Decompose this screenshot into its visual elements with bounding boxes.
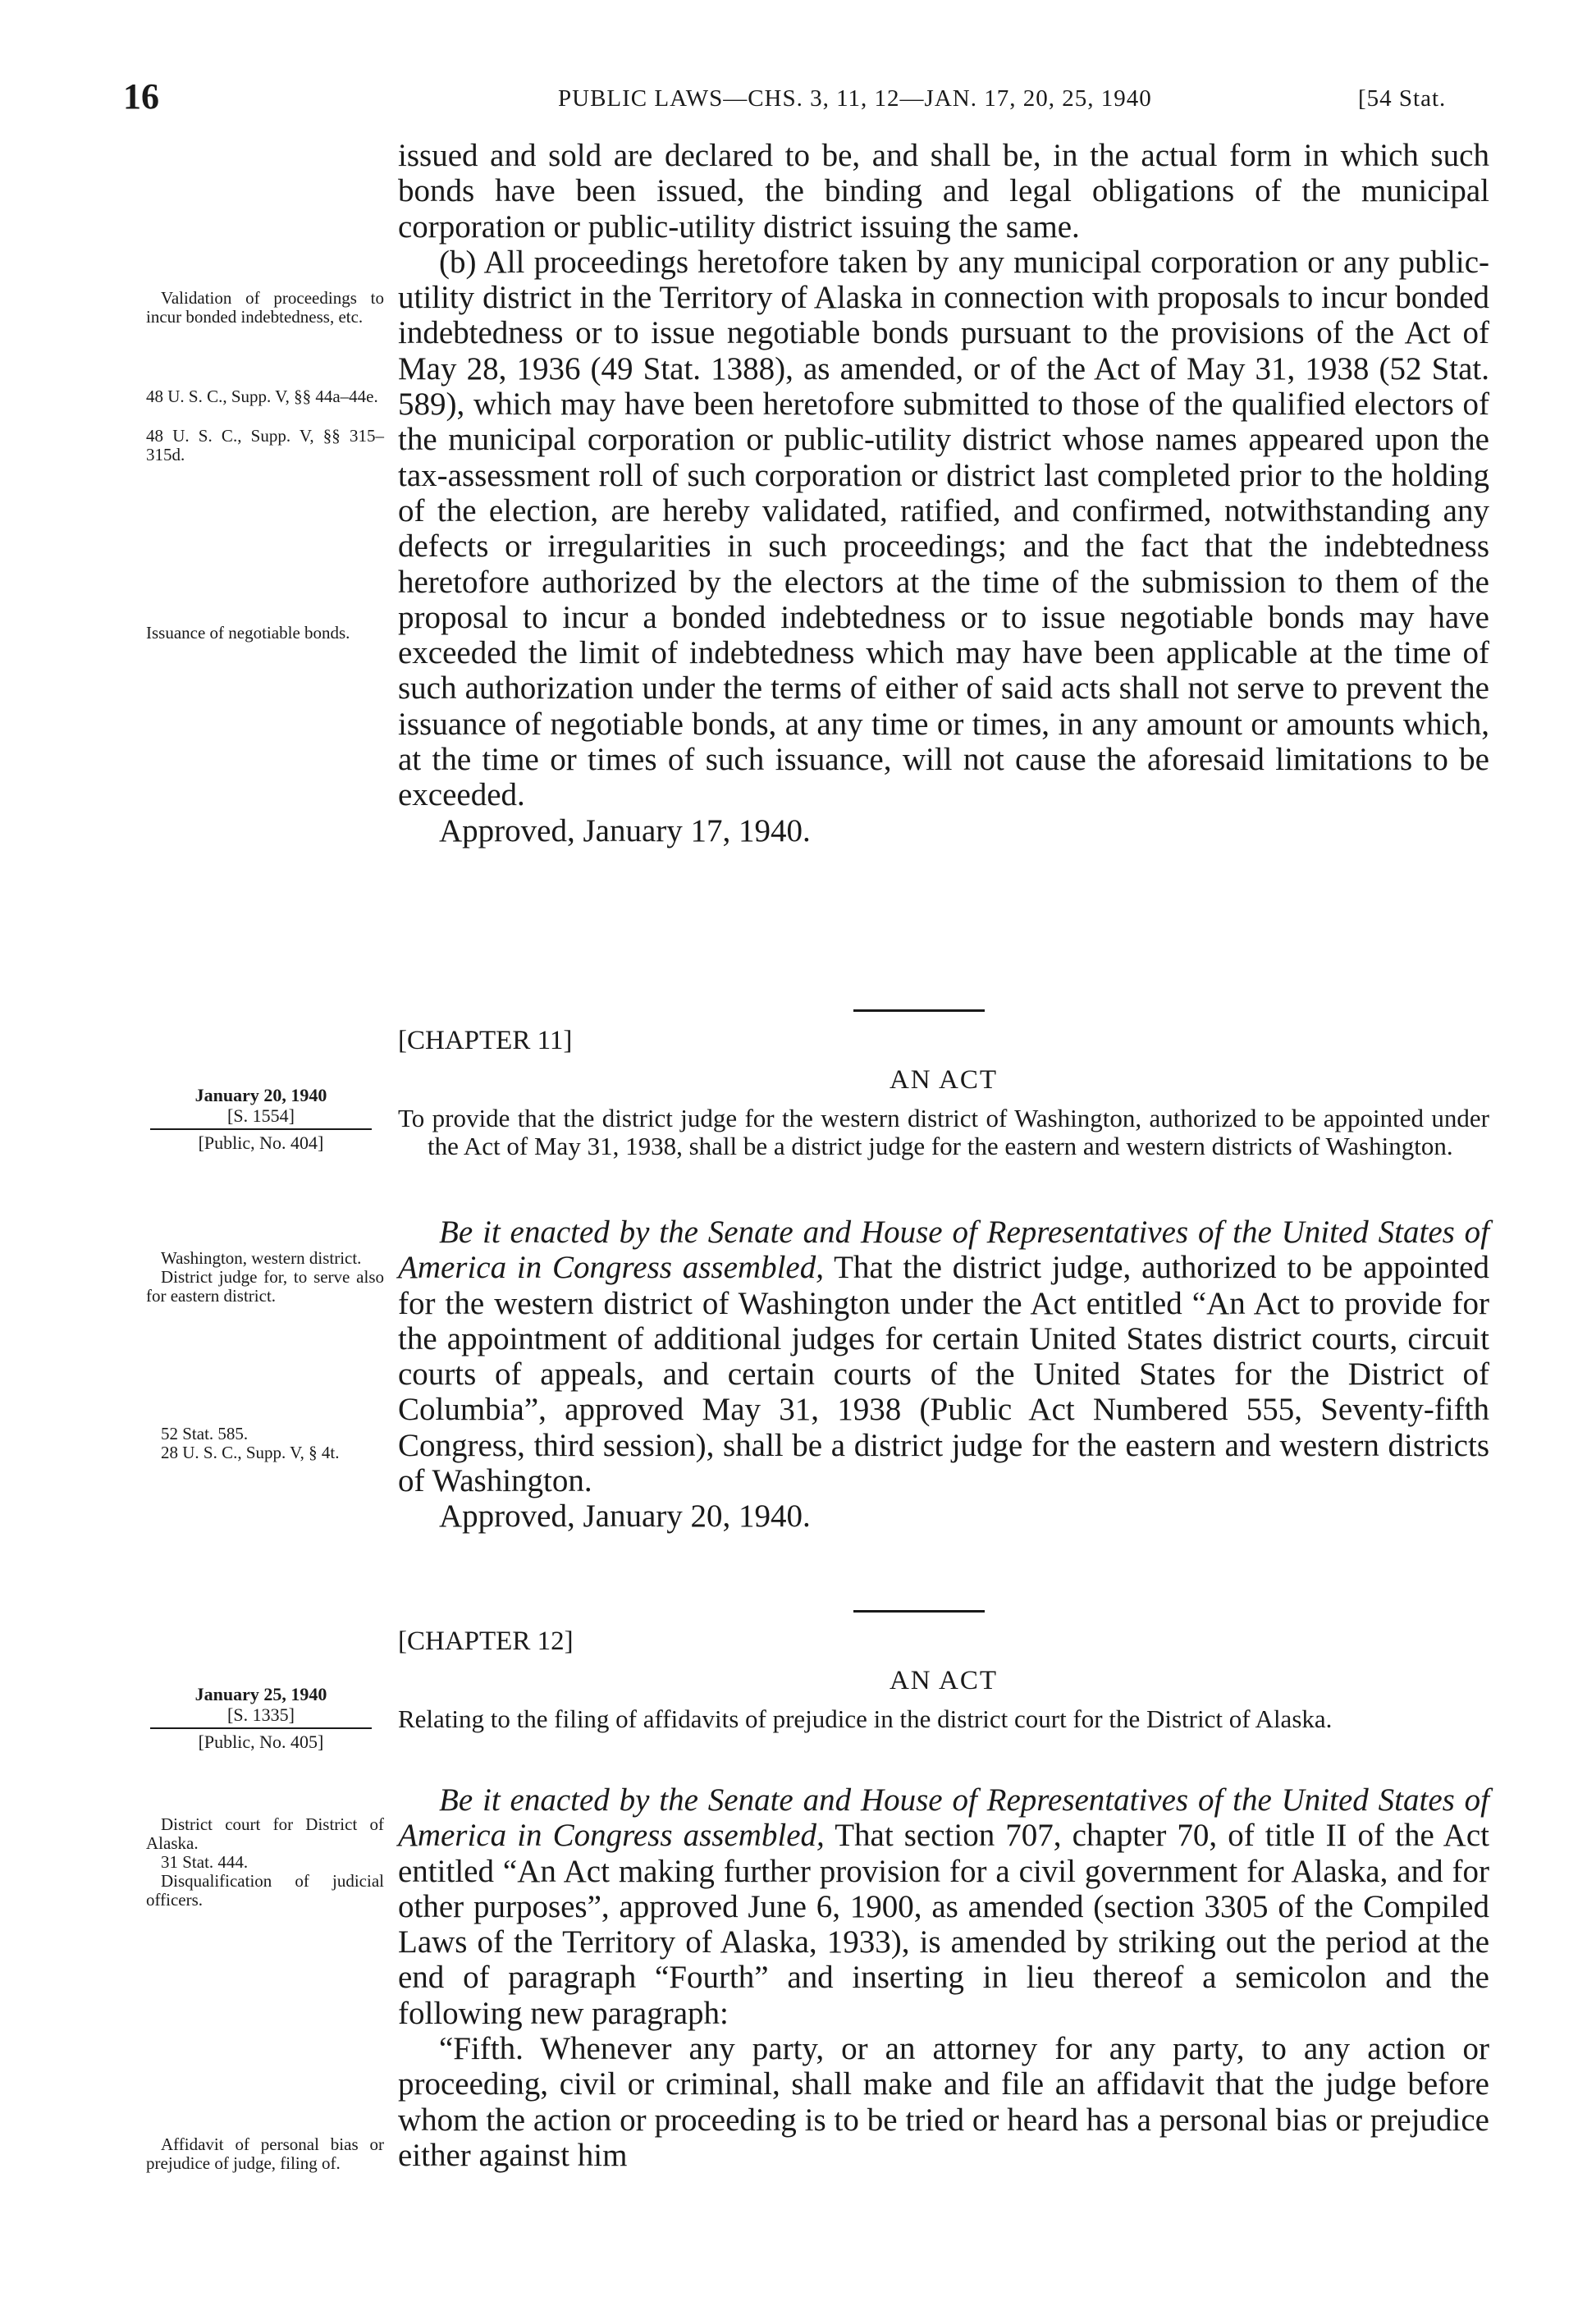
chapter-12-text [398,1782,1489,2173]
approved-jan-20: Approved, January 20, 1940. [439,1498,811,1535]
separator-rule-2 [853,1610,985,1613]
page-number: 16 [123,76,159,117]
chapter-11-enacting-clause: Be it enacted by the Senate and House of Representatives of the United States of America in Congress assembled, [398,1215,1489,1286]
chapter-12-purpose: Relating to the filing of affidavits of prejudice in the district court for the District of Alaska. [398,1704,1333,1733]
chapter-12-public-law: [Public, No. 405] [198,1732,324,1752]
margin-note-validation: Validation of proceedings to incur bonded indebtedness, etc. [146,288,384,327]
chapter-11-text [398,1215,1489,1535]
statute-reference: [54 Stat. [1358,85,1447,112]
separator-rule [853,1009,985,1012]
section-1-text [398,138,1489,849]
margin-note-issuance: Issuance of negotiable bonds. [146,623,350,643]
margin-note-district-court: District court for District of Alaska. 31 Stat. 444. Disqualification of judicial officers. [146,1814,384,1910]
margin-note-usc-2: 48 U. S. C., Supp. V, §§ 315–315d. [146,426,384,464]
chapter-11-date: January 20, 1940 [194,1085,327,1105]
margin-note-washington: Washington, western district. District judge for, to serve also for eastern district. [146,1248,384,1306]
chapter-11-date-rule [150,1128,372,1130]
margin-note-affidavit: Affidavit of personal bias or prejudice of judge, filing of. [146,2134,384,2173]
chapter-12-act-heading: AN ACT [889,1666,999,1695]
chapter-12-enacting-clause: Be it enacted by the Senate and House of Representatives of the United States of America in Congress assembled, [398,1782,1489,1854]
chapter-11-act-heading: AN ACT [889,1065,999,1095]
running-title: PUBLIC LAWS—CHS. 3, 11, 12—JAN. 17, 20, 25, 1940 [558,85,1152,112]
chapter-12-date: January 25, 1940 [194,1684,327,1704]
chapter-12-date-rule [150,1727,372,1729]
paragraph-b: (b) All proceedings heretofore taken by any municipal corporation or any public-utility district in the Territory of Alaska in connection with proposals to incur bonded indebtedness or to issue negotiable bonds pursuant to the provisions of the Act of May 28, 1936 (49 Stat. 1388), as amended, or of the Act of May 31, 1938 (52 Stat. 589), which may have been heretofore submitted to those of the qualified electors of the municipal corporation or public-utility district whose names appeared upon the tax-assessment roll of such corporation or district last completed prior to the holding of the election, are hereby validated, ratified, and confirmed, notwithstanding any defects or irregularities in such proceedings; and the fact that the indebtedness heretofore authorized by the electors at the time of the submission to them of the proposal to incur a bonded indebtedness or to issue negotiable bonds may have exceeded the limit of indebtedness which may have been applicable at the time of such authorization under the terms of either of said acts shall not serve to prevent the issuance of negotiable bonds, at any time or times, in any amount or amounts which, at the time or times of such issuance, will not cause the aforesaid limitations to be exceeded. [398,244,1489,813]
chapter-12-body: That section 707, chapter 70, of title II of the Act entitled “An Act making further provision for a civil government for Alaska, and for other purposes”, approved June 6, 1900, as amended (section 3305 of the Compiled Laws of the Territory of Alaska, 1933), is amended by striking out the period at the end of paragraph “Fourth” and inserting in lieu thereof a semicolon and the following new paragraph: [398,1818,1489,2031]
paragraph-a-end: issued and sold are declared to be, and shall be, in the actual form in which such bonds have been issued, the binding and legal obligations of the municipal corporation or public-utility district issuing the same. [398,138,1489,245]
chapter-12-date-block [138,1684,384,1752]
chapter-11-public-law: [Public, No. 404] [198,1132,324,1153]
chapter-12-bill: [S. 1335] [227,1704,295,1725]
chapter-11-purpose: To provide that the district judge for the western district of Washington, authorized to be appointed under the Act of May 31, 1938, shall be a district judge for the eastern and western districts of Washington. [398,1104,1489,1160]
approved-jan-17: Approved, January 17, 1940. [439,812,811,849]
fifth-paragraph: “Fifth. Whenever any party, or an attorney for any party, to any action or proceeding, civil or criminal, shall make and file an affidavit that the judge before whom the action or proceeding is to be tried or heard has a personal bias or prejudice either against him [398,2031,1489,2173]
margin-note-stat-585: 52 Stat. 585. 28 U. S. C., Supp. V, § 4t. [161,1424,340,1462]
chapter-12-label: [CHAPTER 12] [398,1626,574,1656]
chapter-11-bill: [S. 1554] [227,1105,295,1126]
margin-note-usc-1: 48 U. S. C., Supp. V, §§ 44a–44e. [146,387,378,406]
chapter-11-body: That the district judge, authorized to be appointed for the western district of Washington under the Act entitled “An Act to provide for the appointment of additional judges for certain United States district courts, circuit courts of appeals, and certain courts of the United States for the District of Columbia”, approved May 31, 1938 (Public Act Numbered 555, Seventy-fifth Congress, third session), shall be a district judge for the eastern and western districts of Washington. [398,1250,1489,1499]
chapter-11-label: [CHAPTER 11] [398,1026,573,1055]
chapter-11-date-block [138,1085,384,1153]
